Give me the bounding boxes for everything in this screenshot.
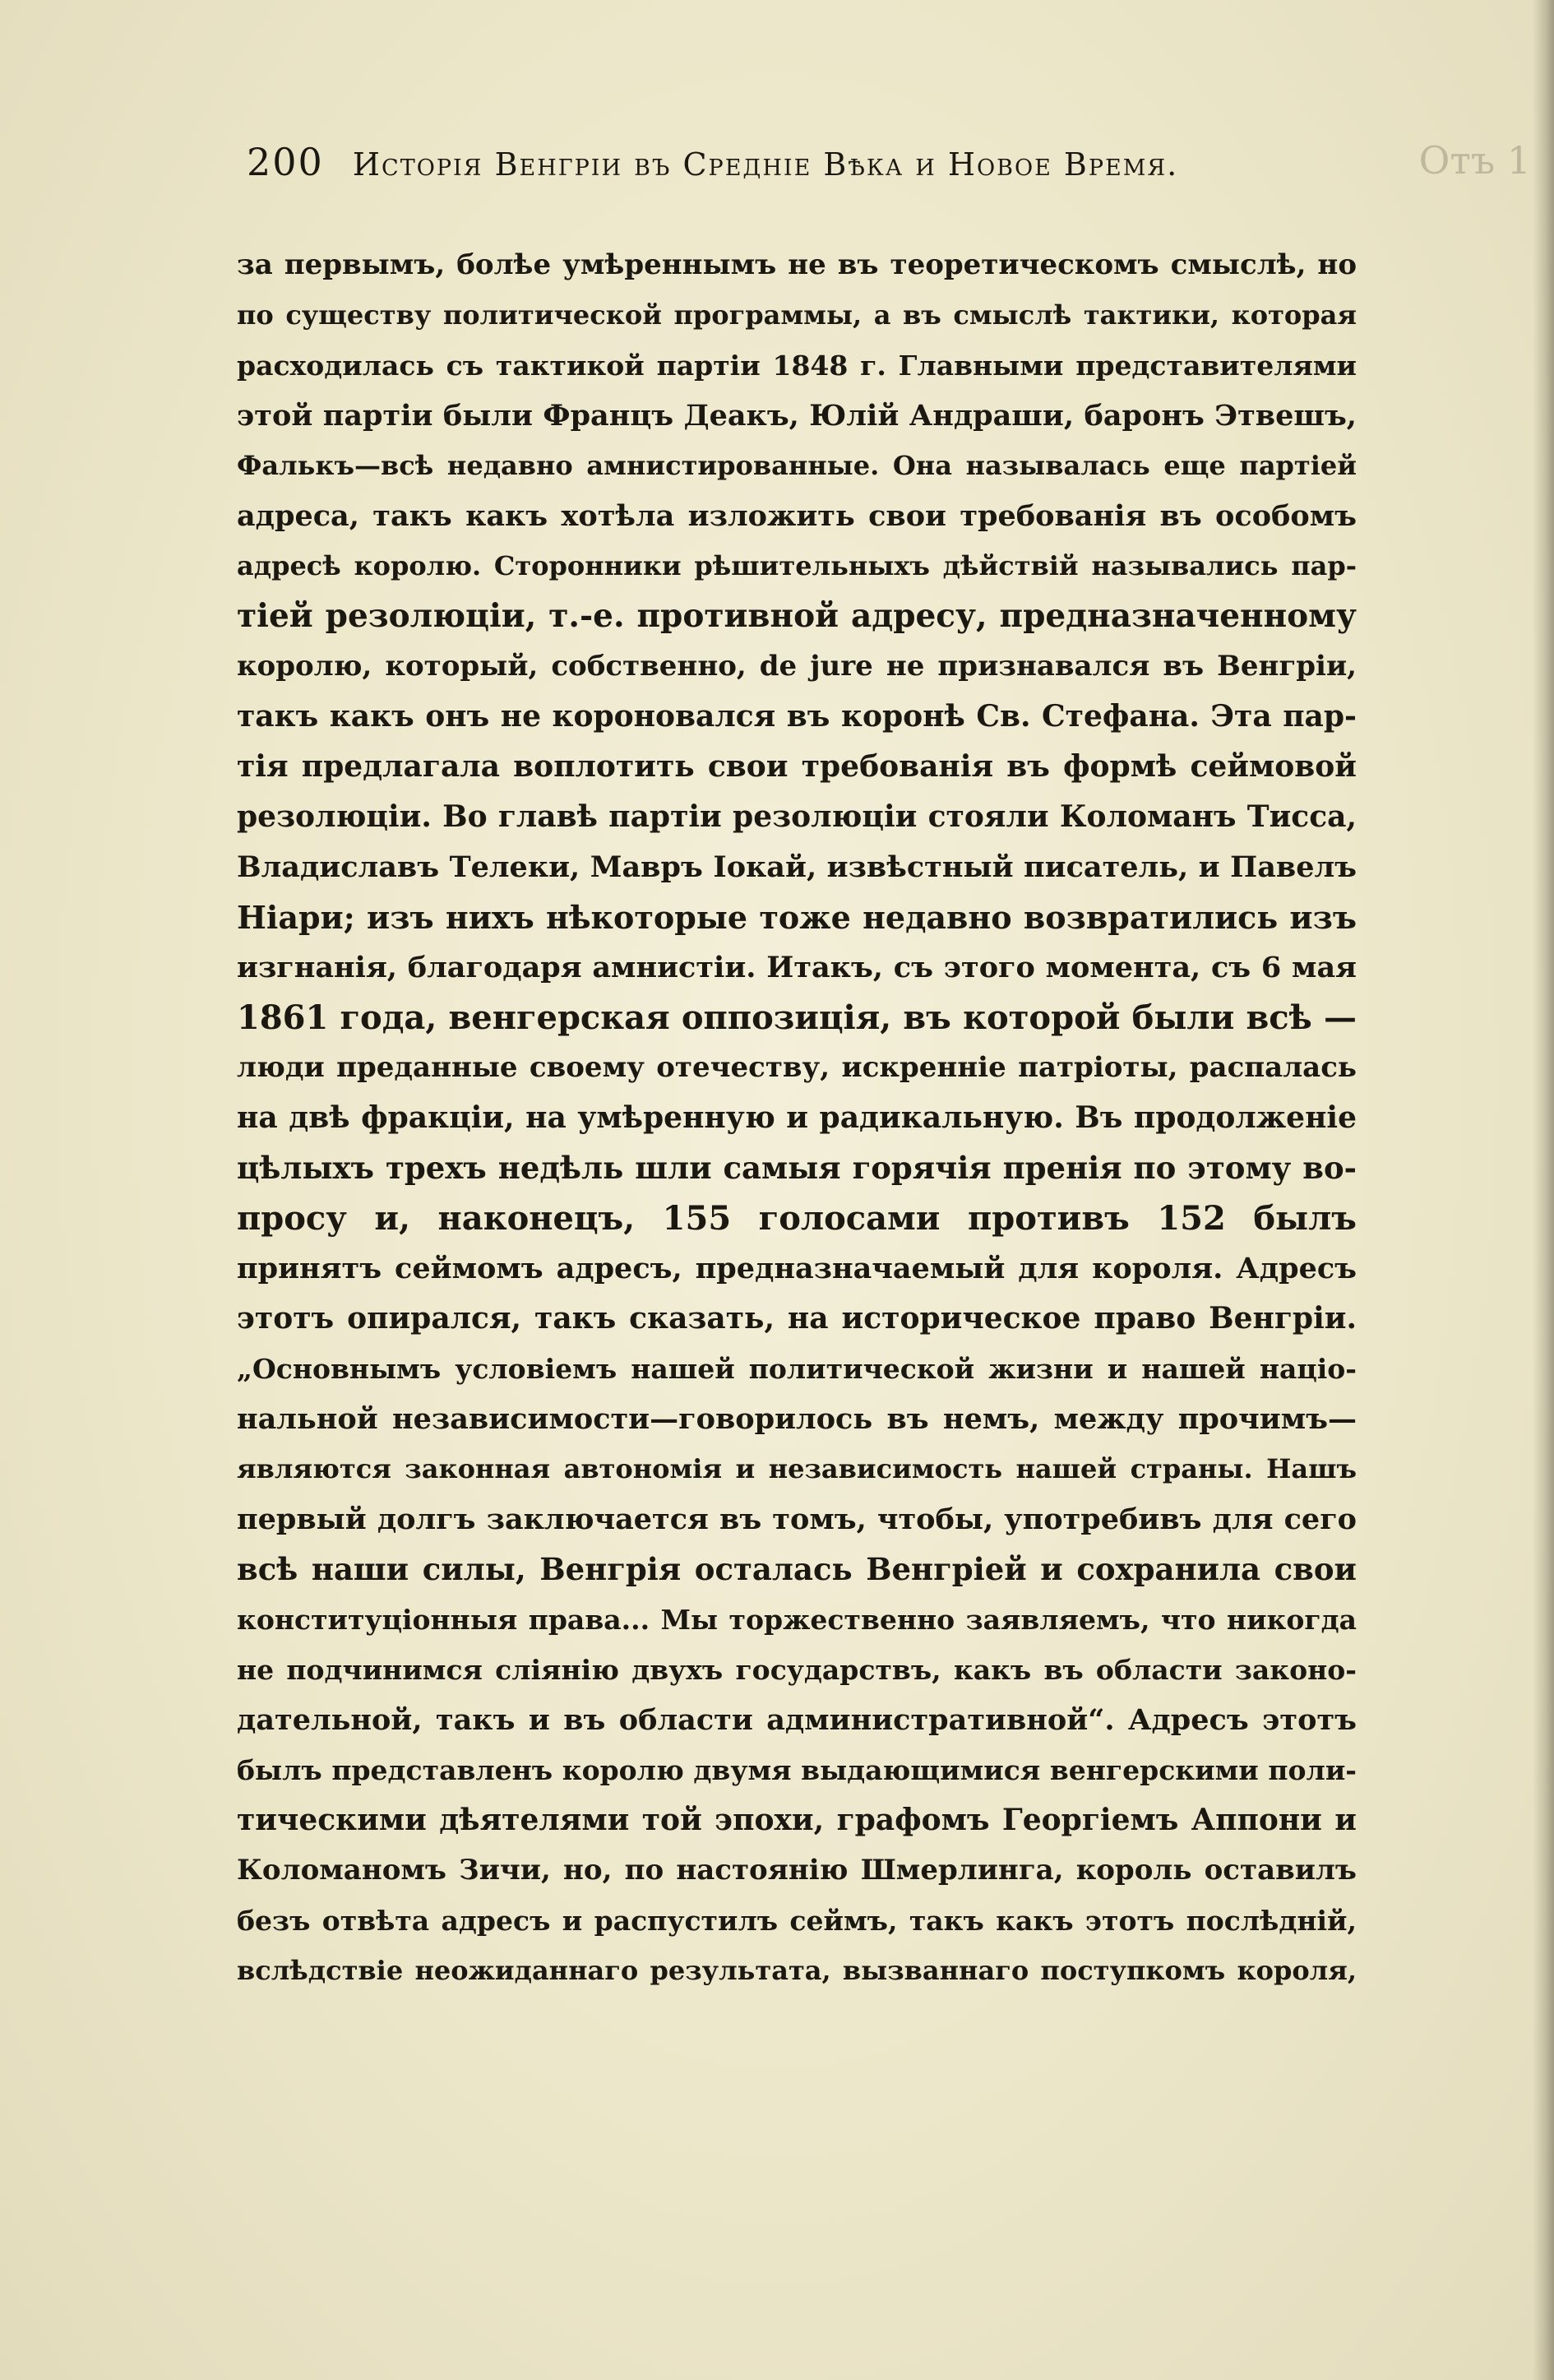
text-line: Ніари; изъ нихъ нѣкоторые тоже недавно возвратились изъ bbox=[237, 899, 1357, 936]
text-line: нальной независимости—говорилось въ немъ, между прочимъ— bbox=[237, 1402, 1357, 1436]
text-line: резолюціи. Во главѣ партіи резолюціи стояли Коломанъ Тисса, bbox=[237, 799, 1357, 834]
text-line: Фалькъ—всѣ недавно амнистированные. Она называлась еще партіей bbox=[237, 450, 1357, 481]
text-line: изгнанія, благодаря амнистіи. Итакъ, съ этого момента, съ 6 мая bbox=[237, 951, 1357, 984]
text-line: „Основнымъ условіемъ нашей политической жизни и нашей націо- bbox=[237, 1353, 1357, 1385]
text-line: Коломаномъ Зичи, но, по настоянію Шмерлинга, король оставилъ bbox=[237, 1854, 1357, 1887]
text-line: адреса, такъ какъ хотѣла изложить свои требованія въ особомъ bbox=[237, 499, 1357, 533]
text-line: цѣлыхъ трехъ недѣль шли самыя горячія пренія по этому во- bbox=[237, 1150, 1357, 1186]
running-title: Исторія Венгріи въ Средніе Вѣка и Новое Время. bbox=[352, 146, 1179, 183]
text-line: по существу политической программы, а въ смыслѣ тактики, которая bbox=[237, 299, 1357, 331]
text-line: тическими дѣятелями той эпохи, графомъ Георгіемъ Аппони и bbox=[237, 1803, 1357, 1837]
page-header bbox=[247, 140, 1357, 197]
text-line: дательной, такъ и въ области административной“. Адресъ этотъ bbox=[237, 1703, 1357, 1737]
text-line: этой партіи были Францъ Деакъ, Юлій Андраши, баронъ Этвешъ, bbox=[237, 399, 1357, 433]
text-line: принятъ сеймомъ адресъ, предназначаемый для короля. Адресъ bbox=[237, 1252, 1357, 1285]
page-number: 200 bbox=[247, 140, 324, 184]
text-line: первый долгъ заключается въ томъ, чтобы, употребивъ для сего bbox=[237, 1503, 1357, 1536]
text-line: такъ какъ онъ не короновался въ коронѣ Св. Стефана. Эта пар- bbox=[237, 699, 1357, 734]
text-line: этотъ опирался, такъ сказать, на историческое право Венгріи. bbox=[237, 1301, 1357, 1336]
text-line: 1861 года, венгерская оппозиція, въ которой были всѣ — bbox=[237, 998, 1357, 1037]
text-line: безъ отвѣта адресъ и распустилъ сеймъ, такъ какъ этотъ послѣдній, bbox=[237, 1905, 1357, 1937]
page-edge-shadow bbox=[1533, 0, 1554, 2380]
text-line: тія предлагала воплотить свои требованія въ формѣ сеймовой bbox=[237, 749, 1357, 784]
text-line: за первымъ, болѣе умѣреннымъ не въ теоретическомъ смыслѣ, но bbox=[237, 248, 1357, 281]
body-text bbox=[237, 240, 1357, 1996]
text-line: конституціонныя права... Мы торжественно заявляемъ, что никогда bbox=[237, 1604, 1357, 1636]
text-line: былъ представленъ королю двумя выдающимися венгерскими поли- bbox=[237, 1754, 1357, 1786]
text-line: являются законная автономія и независимость нашей страны. Нашъ bbox=[237, 1453, 1357, 1484]
text-line: Владиславъ Телеки, Мавръ Іокай, извѣстный писатель, и Павелъ bbox=[237, 850, 1357, 884]
text-line: вслѣдствіе неожиданнаго результата, вызваннаго поступкомъ короля, bbox=[237, 1955, 1357, 1986]
text-line: королю, который, собственно, de jure не признавался въ Венгріи, bbox=[237, 650, 1357, 683]
text-line: просу и, наконецъ, 155 голосами противъ 152 былъ bbox=[237, 1199, 1357, 1238]
text-line: адресѣ королю. Сторонники рѣшительныхъ дѣйствій назывались пар- bbox=[237, 550, 1357, 581]
text-line: тіей резолюціи, т.-е. противной адресу, предназначенному bbox=[237, 597, 1357, 635]
text-line: не подчинимся сліянію двухъ государствъ, какъ въ области законо- bbox=[237, 1654, 1357, 1686]
text-line: расходилась съ тактикой партіи 1848 г. Главными представителями bbox=[237, 350, 1357, 382]
text-line: на двѣ фракціи, на умѣренную и радикальную. Въ продолженіе bbox=[237, 1100, 1357, 1135]
text-line: люди преданные своему отечеству, искренніе патріоты, распалась bbox=[237, 1051, 1357, 1084]
bleed-through-text: Отъ 1 bbox=[1418, 138, 1531, 183]
text-line: всѣ наши силы, Венгрія осталась Венгріей и сохранила свои bbox=[237, 1551, 1357, 1587]
